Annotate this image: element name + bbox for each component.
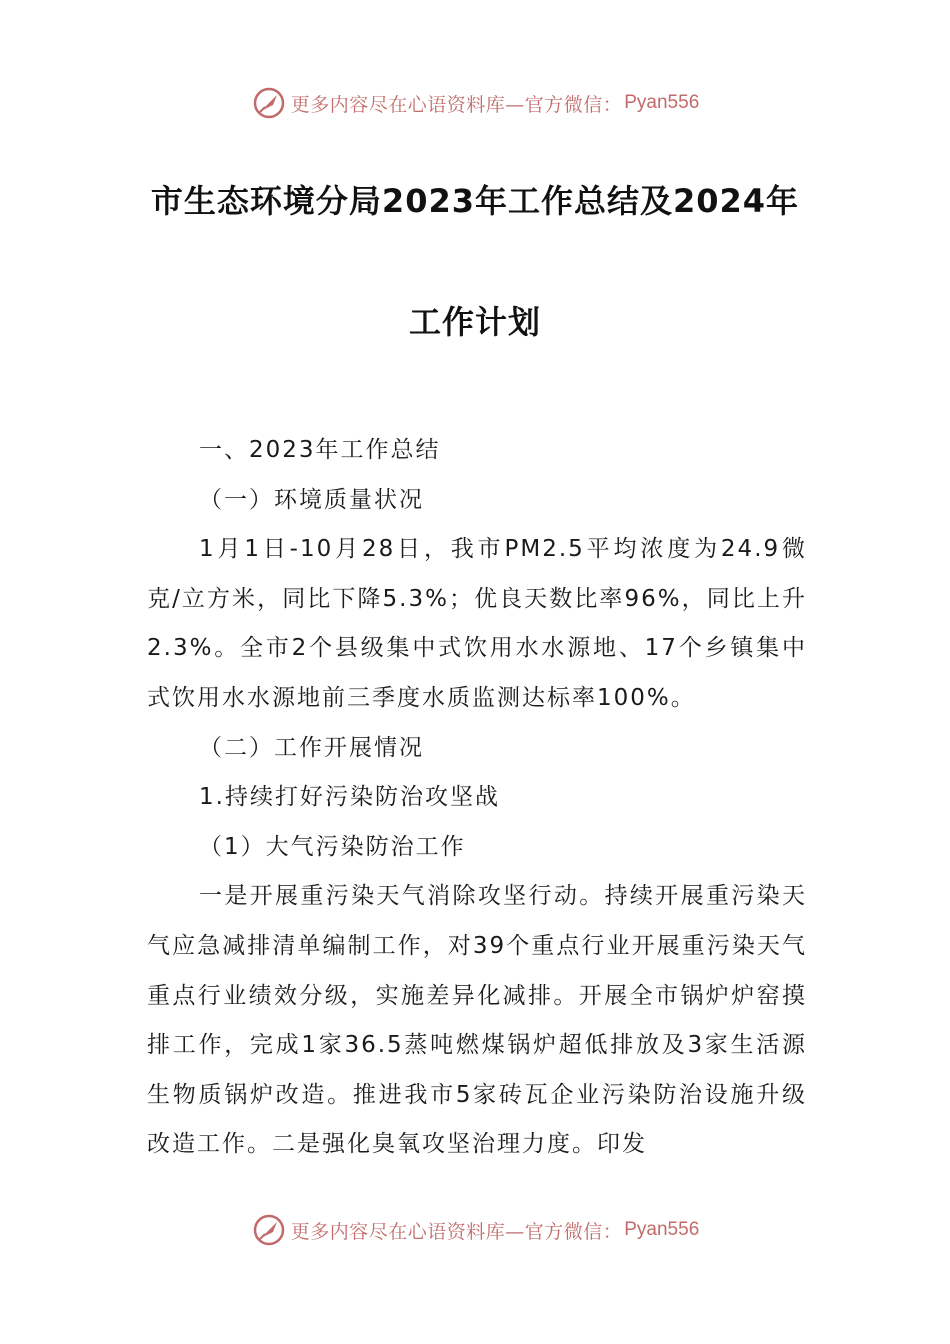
watermark-footer xyxy=(0,1210,950,1250)
watermark-text: 更多内容尽在心语资料库—官方微信： xyxy=(290,1220,623,1243)
quill-logo-icon xyxy=(251,1212,287,1248)
watermark-wechat-id: Pyan556 xyxy=(624,1219,700,1240)
watermark-text: 更多内容尽在心语资料库—官方微信： xyxy=(290,93,623,116)
paragraph: 一是开展重污染天气消除攻坚行动。持续开展重污染天气应急减排清单编制工作，对39个重点行业开展重污染天气重点行业绩效分级，实施差异化减排。开展全市锅炉炉窑摸排工作，完成1家36.5蒸吨燃煤锅炉超低排放及3家生活源生物质锅炉改造。推进我市5家砖瓦企业污染防治设施升级改造工作。二是强化臭氧攻坚治理力度。印发 xyxy=(147,883,807,1158)
document-title-line2: 工作计划 xyxy=(408,303,541,341)
subsection-heading: （二）工作开展情况 xyxy=(199,734,424,761)
watermark-header xyxy=(0,83,950,123)
item-heading: 1.持续打好污染防治攻坚战 xyxy=(199,784,500,811)
subsection-heading: （一）环境质量状况 xyxy=(199,486,424,513)
paragraph: 1月1日-10月28日，我市PM2.5平均浓度为24.9微克/立方米，同比下降5.3%；优良天数比率96%，同比上升2.3%。全市2个县级集中式饮用水水源地、17个乡镇集中式饮用水水源地前三季度水质监测达标率100%。 xyxy=(147,536,807,711)
section-heading: 一、2023年工作总结 xyxy=(199,437,441,463)
document-body xyxy=(147,426,807,1170)
quill-logo-icon xyxy=(251,85,287,121)
item-subheading: （1）大气污染防治工作 xyxy=(199,833,466,860)
watermark-wechat-id: Pyan556 xyxy=(624,92,700,113)
document-title-line1: 市生态环境分局2023年工作总结及2024年 xyxy=(150,182,800,220)
